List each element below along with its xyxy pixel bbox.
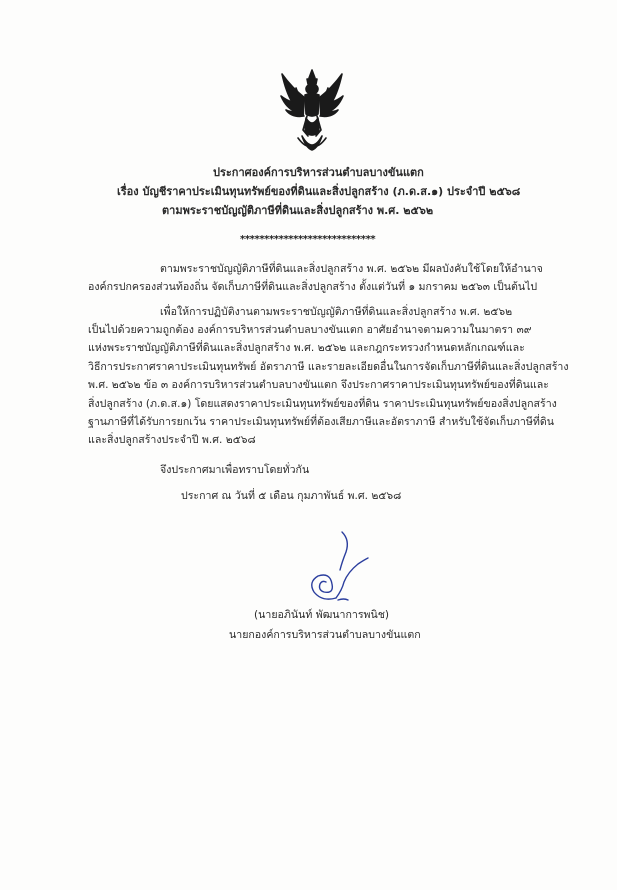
garuda-emblem-icon	[278, 66, 346, 156]
paragraph2-line: ฐานภาษีที่ได้รับการยกเว้น ราคาประเมินทุนทรัพย์ที่ต้องเสียภาษีและอัตราภาษี สำหรับใช้จัดเก็บภาษีที่ดิน	[88, 416, 554, 428]
closing-text: จึงประกาศมาเพื่อทราบโดยทั่วกัน	[160, 464, 310, 476]
handwritten-signature	[300, 528, 372, 612]
announcement-subtitle: ตามพระราชบัญญัติภาษีที่ดินและสิ่งปลูกสร้าง พ.ศ. ๒๕๖๒	[162, 204, 434, 217]
paragraph2-line: วิธีการประกาศราคาประเมินทุนทรัพย์ อัตราภาษี และรายละเอียดอื่นในการจัดเก็บภาษีที่ดินและสิ่งปลูกสร้าง	[88, 361, 569, 373]
paragraph2-line: สิ่งปลูกสร้าง (ภ.ด.ส.๑) โดยแสดงราคาประเมินทุนทรัพย์ของที่ดิน ราคาประเมินทุนทรัพย์ของสิ่งปลูกสร้าง	[88, 398, 557, 410]
paragraph2-line: และสิ่งปลูกสร้างประจำปี พ.ศ. ๒๕๖๘	[88, 434, 256, 446]
signatory-position: นายกองค์การบริหารส่วนตำบลบางขันแตก	[229, 629, 421, 641]
announcement-title: ประกาศองค์การบริหารส่วนตำบลบางขันแตก	[213, 166, 424, 179]
paragraph2-line: แห่งพระราชบัญญัติภาษีที่ดินและสิ่งปลูกสร้าง พ.ศ. ๒๕๖๒ และกฎกระทรวงกำหนดหลักเกณฑ์และ	[88, 342, 525, 354]
separator-line: ****************************	[240, 234, 376, 245]
paragraph2-line: เป็นไปด้วยความถูกต้อง องค์การบริหารส่วนตำบลบางขันแตก อาศัยอำนาจตามความในมาตรา ๓๙	[88, 324, 532, 336]
date-line: ประกาศ ณ วันที่ ๕ เดือน กุมภาพันธ์ พ.ศ. ๒๕๖๘	[181, 490, 402, 502]
paragraph1-line: องค์กรปกครองส่วนท้องถิ่น จัดเก็บภาษีที่ดินและสิ่งปลูกสร้าง ตั้งแต่วันที่ ๑ มกราคม ๒๕๖๓ เป็นต้นไป	[88, 281, 538, 293]
announcement-subject: เรื่อง บัญชีราคาประเมินทุนทรัพย์ของที่ดินและสิ่งปลูกสร้าง (ภ.ด.ส.๑) ประจำปี ๒๕๖๘	[117, 185, 521, 198]
paragraph2-line: เพื่อให้การปฏิบัติงานตามพระราชบัญญัติภาษีที่ดินและสิ่งปลูกสร้าง พ.ศ. ๒๕๖๒	[160, 306, 513, 318]
signatory-name: (นายอภินันท์ พัฒนาการพนิช)	[254, 609, 390, 621]
paragraph1-line: ตามพระราชบัญญัติภาษีที่ดินและสิ่งปลูกสร้าง พ.ศ. ๒๕๖๒ มีผลบังคับใช้โดยให้อำนาจ	[160, 263, 543, 275]
paragraph2-line: พ.ศ. ๒๕๖๒ ข้อ ๓ องค์การบริหารส่วนตำบลบางขันแตก จึงประกาศราคาประเมินทุนทรัพย์ของที่ดินและ	[88, 379, 549, 391]
